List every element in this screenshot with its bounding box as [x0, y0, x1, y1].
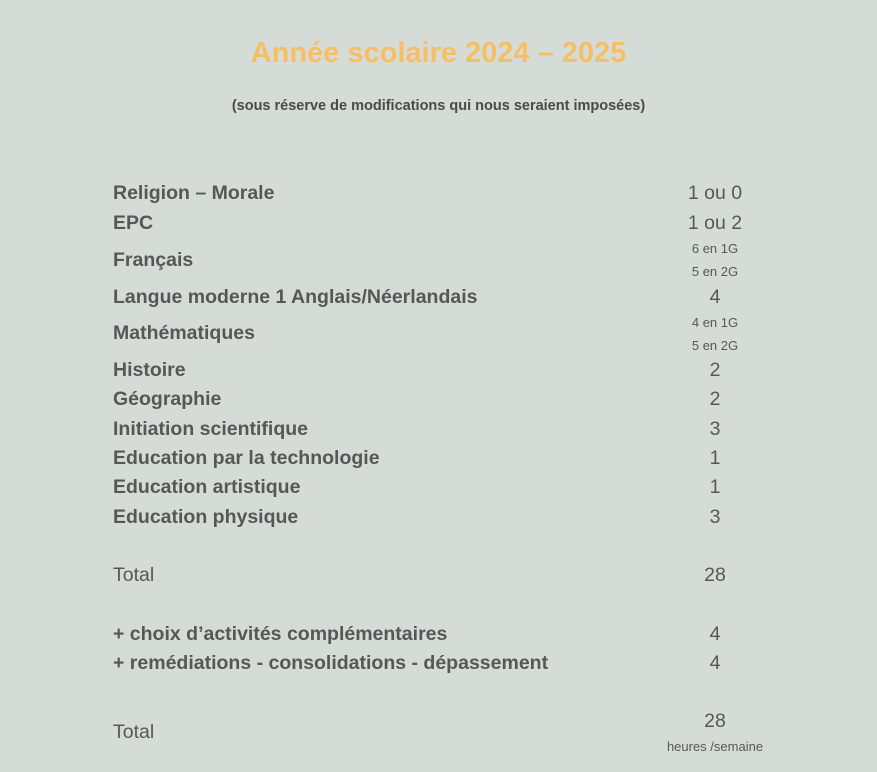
subject-label: Langue moderne 1 Anglais/Néerlandais [113, 286, 478, 308]
hours-value: 1 [709, 447, 721, 469]
subtotal-label: Total [113, 564, 155, 586]
subject-label: Education artistique [113, 476, 301, 498]
subject-label: Religion – Morale [113, 182, 275, 204]
hours-value: 1 ou 0 [687, 182, 743, 204]
hours-value: 3 [709, 506, 721, 528]
hours-value: 2 [709, 359, 721, 381]
subject-label: Initiation scientifique [113, 418, 309, 440]
hours-value: 1 ou 2 [687, 212, 743, 234]
extra-hours: 4 [709, 652, 721, 674]
hours-value-2g: 5 en 2G [691, 264, 739, 279]
hours-value: 4 [709, 286, 721, 308]
hours-value-1g: 4 en 1G [691, 315, 739, 330]
extra-label: + choix d’activités complémentaires [113, 623, 448, 645]
hours-value-1g: 6 en 1G [691, 241, 739, 256]
subject-label: Mathématiques [113, 322, 255, 344]
hours-value: 3 [709, 418, 721, 440]
page-title: Année scolaire 2024 – 2025 [250, 37, 627, 69]
subtotal-value: 28 [704, 564, 726, 586]
page-subtitle: (sous réserve de modifications qui nous seraient imposées) [231, 98, 646, 114]
total-unit: heures /semaine [666, 739, 764, 754]
hours-value: 1 [709, 476, 721, 498]
subject-label: Education par la technologie [113, 447, 380, 469]
hours-value-2g: 5 en 2G [691, 338, 739, 353]
subject-label: Français [113, 249, 194, 271]
subject-label: Histoire [113, 359, 186, 381]
subject-label: Education physique [113, 506, 299, 528]
subject-label: EPC [113, 212, 154, 234]
extra-hours: 4 [709, 623, 721, 645]
subject-label: Géographie [113, 388, 222, 410]
hours-value: 2 [709, 388, 721, 410]
total-value: 28 [704, 710, 726, 732]
extra-label: + remédiations - consolidations - dépassement [113, 652, 549, 674]
total-label: Total [113, 721, 155, 743]
